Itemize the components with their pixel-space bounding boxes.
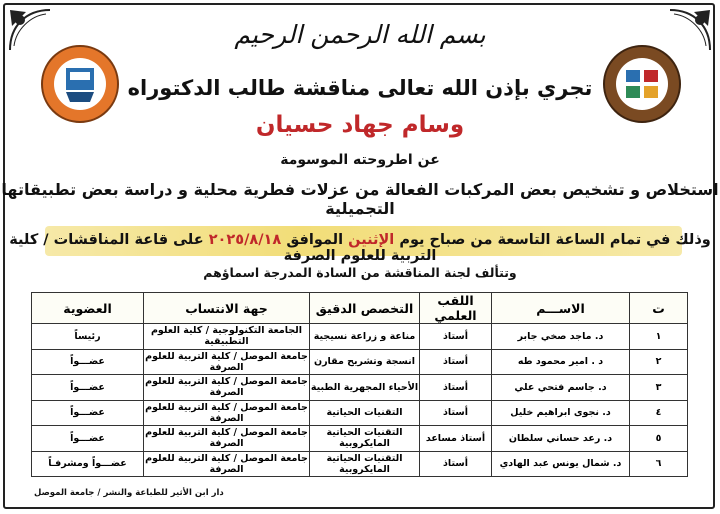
member-affiliation: جامعة الموصل / كلية التربية للعلوم الصرفة [145,376,308,399]
member-affiliation: جامعة الموصل / كلية التربية للعلوم الصرفة [145,350,308,373]
row-index: ٦ [630,451,688,477]
committee-intro: وتتألف لجنة المناقشة من السادة المدرجة اسماؤهم [203,265,517,280]
member-role: عضـــواً [32,375,144,401]
member-specialty: انسجة وتشريح مقارن [310,349,420,375]
student-name: وسام جهاد حسيان [255,112,465,138]
table-row [32,349,688,375]
member-role: عضـــواً [32,349,144,375]
member-affiliation: جامعة الموصل / كلية التربية للعلوم الصرفة [145,401,308,424]
table-header-row [32,293,688,324]
member-name: د. جاسم فتحي علي [492,375,630,401]
row-index: ٤ [630,400,688,426]
member-specialty: الأحياء المجهرية الطبية [310,375,420,401]
table-row [32,400,688,426]
member-specialty: التقنيات الحياتية المايكروبية [310,451,420,477]
member-role: رئيساً [32,324,144,350]
table-row [32,375,688,401]
member-name: د. رعد حساني سلطان [492,426,630,452]
member-title: أستاذ [420,349,492,375]
member-title: أستاذ [420,324,492,350]
schedule-day: الإثنين [348,232,395,248]
member-specialty: التقنيات الحياتية المايكروبية [310,426,420,452]
member-title: أستاذ [420,451,492,477]
schedule-line [0,232,720,264]
schedule-mid: الموافق [286,232,344,248]
member-affiliation: جامعة الموصل / كلية التربية للعلوم الصرفة [145,427,308,450]
header-name: الاســـم [492,293,630,324]
table-row [32,324,688,350]
member-affiliation: جامعة الموصل / كلية التربية للعلوم الصرفة [145,452,308,475]
schedule-suffix: على قاعة المناقشات / كلية التربية للعلوم الصرفة [9,232,437,264]
row-index: ٣ [630,375,688,401]
announcement-line: تجري بإذن الله تعالى مناقشة طالب الدكتوراه [127,76,593,100]
member-role: عضـــواً [32,426,144,452]
header-index: ت [630,293,688,324]
table-row [32,451,688,477]
committee-table [31,292,688,477]
schedule-prefix: وذلك في تمام الساعة التاسعة من صباح يوم [399,232,711,248]
header-membership: العضوية [32,293,144,324]
member-title: أستاذ [420,375,492,401]
row-index: ١ [630,324,688,350]
schedule-date: ٢٠٢٥/٨/١٨ [208,232,282,248]
member-affiliation: الجامعة التكنولوجية / كلية العلوم التطبيقية [144,324,310,350]
member-title: أستاذ مساعد [420,426,492,452]
basmala-calligraphy: بسم الله الرحمن الرحيم [234,20,486,49]
header-specialty: التخصص الدقيق [310,293,420,324]
member-title: أستاذ [420,400,492,426]
row-index: ٥ [630,426,688,452]
member-role: عضـــواً [32,400,144,426]
thesis-intro: عن اطروحته الموسومة [280,152,440,168]
member-specialty: التقنيات الحياتية [310,400,420,426]
header-title: اللقب العلمي [420,293,492,324]
thesis-title: استخلاص و تشخيص بعض المركبات الفعالة من عزلات فطرية محلية و دراسة بعض تطبيقاتها التجميلية [1,180,719,218]
row-index: ٢ [630,349,688,375]
member-name: د. ماجد صخي جابر [492,324,630,350]
header-affiliation: جهة الانتساب [144,293,310,324]
printer-credit: دار ابن الأثير للطباعة والنشر / جامعة الموصل [34,488,224,498]
member-name: د . امير محمود طه [492,349,630,375]
table-row [32,426,688,452]
member-role: عضـــواً ومشرفـاً [32,451,144,477]
member-name: د. نجوى ابراهيم خليل [492,400,630,426]
member-name: د. شمال يونس عبد الهادي [492,451,630,477]
member-specialty: مناعة و زراعة نسيجية [310,324,420,350]
